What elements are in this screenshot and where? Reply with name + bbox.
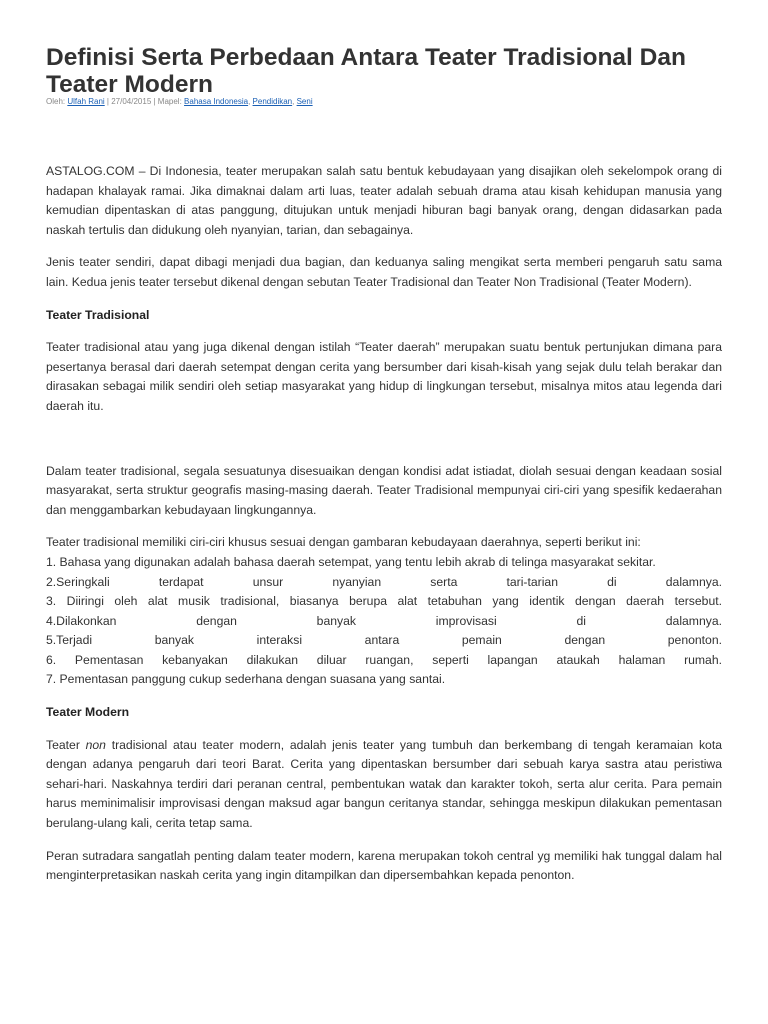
category-link-seni[interactable]: Seni (296, 97, 313, 106)
heading-teater-tradisional: Teater Tradisional (46, 307, 150, 322)
spacer (46, 430, 722, 462)
modern-p1-emphasis: non (85, 737, 106, 752)
list-item-5: 5.Terjadi banyak interaksi antara pemain dengan penonton. (46, 633, 722, 648)
list-item-3: 3. Diiringi oleh alat musik tradisional, biasanya berupa alat tetabuhan yang identik dengan daerah tersebut. (46, 594, 722, 609)
modern-p1-start: Teater (46, 737, 86, 752)
heading-teater-modern: Teater Modern (46, 705, 130, 720)
modern-paragraph-2: Peran sutradara sangatlah penting dalam teater modern, karena merupakan tokoh central yg memiliki hak tunggal dalam hal menginterpretasikan naskah cerita yang ingin ditampilkan dan dipersembahkan kepada penonton. (46, 848, 722, 883)
tradisional-paragraph-2: Dalam teater tradisional, segala sesuatunya disesuaikan dengan kondisi adat istiadat, diolah sesuai dengan keadaan sosial masyarakat, serta struktur geografis masing-masing daerah. Teater Tradisional mempunyai ciri-ciri yang spesifik kedaerahan dan menggambarkan kebudayaan lingkungannya. (46, 463, 722, 517)
article-title: Definisi Serta Perbedaan Antara Teater Tradisional Dan Teater Modern (46, 44, 686, 98)
meta-separator: , (248, 97, 253, 106)
list-item-7: 7. Pementasan panggung cukup sederhana dengan suasana yang santai. (46, 672, 446, 687)
article-body (46, 162, 722, 899)
category-link-pendidikan[interactable]: Pendidikan (252, 97, 293, 106)
list-item-4: 4.Dilakonkan dengan banyak improvisasi di dalamnya. (46, 613, 722, 628)
list-item-6: 6. Pementasan kebanyakan dilakukan diluar ruangan, seperti lapangan ataukah halaman rumah. (46, 652, 722, 667)
list-item-2: 2.Seringkali terdapat unsur nyanyian serta tari-tarian di dalamnya. (46, 574, 722, 589)
tradisional-paragraph-1: Teater tradisional atau yang juga dikenal dengan istilah “Teater daerah” merupakan suatu bentuk pertunjukan dimana para pesertanya berasal dari daerah setempat dengan cerita yang bersumber dari kisah-kisah yang sejak dulu telah berakar dan dirasakan sebagai milik sendiri oleh setiap masyarakat yang hidup di lingkungan tersebut, misalnya mitos atau legenda dari daerah itu. (46, 340, 722, 413)
article-meta (46, 97, 313, 107)
meta-date: | 27/04/2015 | Mapel: (104, 97, 185, 106)
list-intro: Teater tradisional memiliki ciri-ciri khusus sesuai dengan gambaran kebudayaan daerahnya, seperti berikut ini: (46, 535, 641, 550)
modern-p1-rest: tradisional atau teater modern, adalah jenis teater yang tumbuh dan berkembang di tengah keramaian kota dengan adanya pengaruh dari teori Barat. Cerita yang dipentaskan bersumber dari sebuah karya sastra atau peristiwa sehari-hari. Naskahnya terdiri dari peranan central, pembentukan watak dan karakter tokoh, serta alur cerita. Para pemain harus meminimalisir improvisasi dengan maksud agar bangun ceritanya standar, sehingga meskipun dilakukan pementasan berulang-ulang kali, cerita tetap sama. (46, 737, 722, 831)
meta-separator: , (292, 97, 297, 106)
intro-paragraph-2: Jenis teater sendiri, dapat dibagi menjadi dua bagian, dan keduanya saling mengikat serta memberi pengaruh satu sama lain. Kedua jenis teater tersebut dikenal dengan sebutan Teater Tradisional dan Teater Non Tradisional (Teater Modern). (46, 255, 722, 289)
list-item-1: 1. Bahasa yang digunakan adalah bahasa daerah setempat, yang tentu lebih akrab di telinga masyarakat sekitar. (46, 554, 656, 569)
tradisional-list (46, 533, 722, 690)
category-link-bahasa-indonesia[interactable]: Bahasa Indonesia (184, 97, 249, 106)
modern-paragraph-1 (46, 736, 722, 834)
author-link[interactable]: Ulfah Rani (67, 97, 105, 106)
meta-by-label: Oleh: (46, 97, 68, 106)
intro-paragraph-1: ASTALOG.COM – Di Indonesia, teater merupakan salah satu bentuk kebudayaan yang disajikan oleh sekelompok orang di hadapan khalayak ramai. Jika dimaknai dalam arti luas, teater adalah sebuah drama atau kisah kehidupan manusia yang kemudian dipentaskan di atas panggung, ditujukan untuk menjadi hiburan bagi banyak orang, dengan didasarkan pada naskah tertulis dan didukung oleh nyanyian, tarian, dan sebagainya. (46, 164, 722, 237)
